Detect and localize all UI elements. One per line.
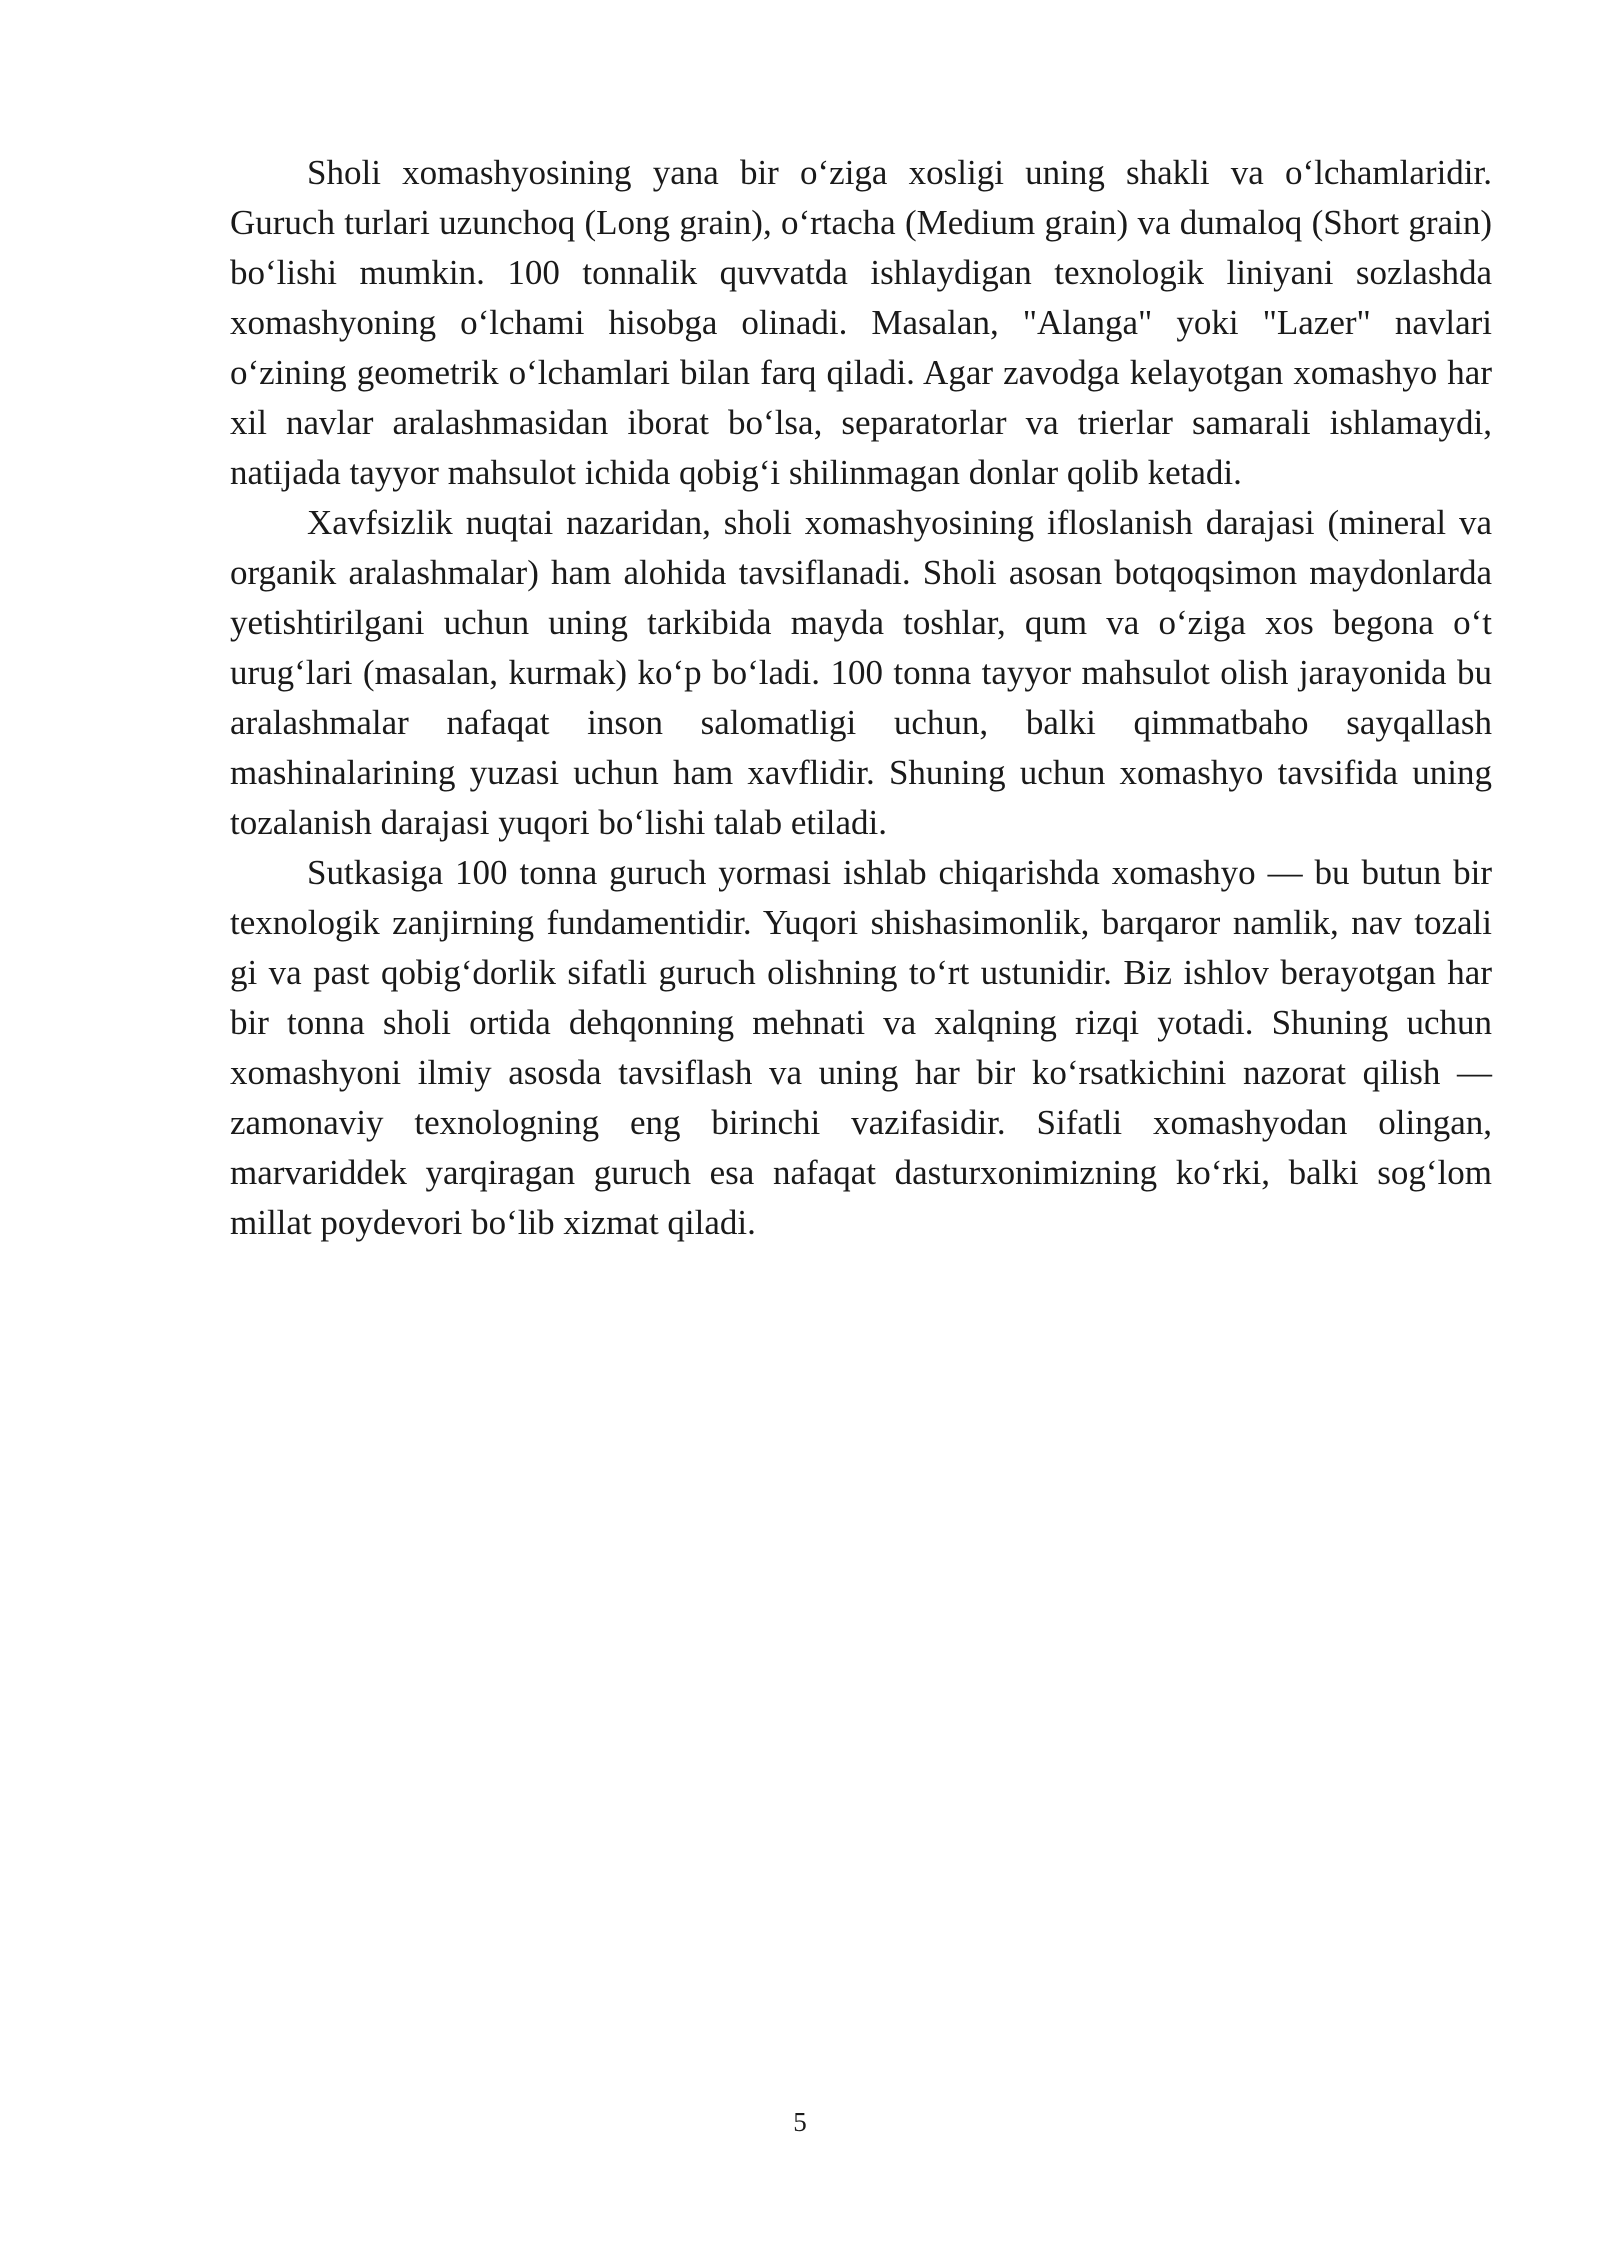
paragraph-contamination-safety: Xavfsizlik nuqtai nazaridan, sholi xomashyosining ifloslanish darajasi (mineral va organik aralashmalar) ham alohida tavsiflanadi. Sholi asosan botqoqsimon maydonlarda yetishtirilgani uchun uning tarkibida mayda toshlar, qum va o‘ziga xos begona o‘t urug‘lari (masalan, kurmak) ko‘p bo‘ladi. 100 tonna tayyor mahsulot olish jarayonida bu aralashmalar nafaqat inson salomatligi uchun, balki qimmatbaho sayqallash mashinalarining yuzasi uchun ham xavflidir. Shuning uchun xomashyo tavsifida uning tozalanish darajasi yuqori bo‘lishi talab etiladi. [230,503,1492,842]
paragraph-conclusion: Sutkasiga 100 tonna guruch yormasi ishlab chiqarishda xomashyo — bu butun bir texnologik zanjirning fundamentidir. Yuqori shishasimonlik, barqaror namlik, nav tozali gi va past qobig‘dorlik sifatli guruch olishning to‘rt ustunidir. Biz ishlov berayotgan har bir tonna sholi ortida dehqonning mehnati va xalqning rizqi yotadi. Shuning uchun xomashyoni ilmiy asosda tavsiflash va uning har bir ko‘rsatkichini nazorat qilish — zamonaviy texnologning eng birinchi vazifasidir. Sifatli xomashyodan olingan, marvariddek yarqiragan guruch esa nafaqat dasturxonimizning ko‘rki, balki sog‘lom millat poydevori bo‘lib xizmat qiladi. [230,853,1492,1242]
body-text [230,148,1492,1248]
paragraph-rice-shape-sizes: Sholi xomashyosining yana bir o‘ziga xosligi uning shakli va o‘lchamlaridir. Guruch turlari uzunchoq (Long grain), o‘rtacha (Medium grain) va dumaloq (Short grain) bo‘lishi mumkin. 100 tonnalik quvvatda ishlaydigan texnologik liniyani sozlashda xomashyoning o‘lchami hisobga olinadi. Masalan, "Alanga" yoki "Lazer" navlari o‘zining geometrik o‘lchamlari bilan farq qiladi. Agar zavodga kelayotgan xomashyo har xil navlar aralashmasidan iborat bo‘lsa, separatorlar va trierlar samarali ishlamaydi, natijada tayyor mahsulot ichida qobig‘i shilinmagan donlar qolib ketadi. [230,153,1492,492]
page-number: 5 [793,2107,807,2137]
